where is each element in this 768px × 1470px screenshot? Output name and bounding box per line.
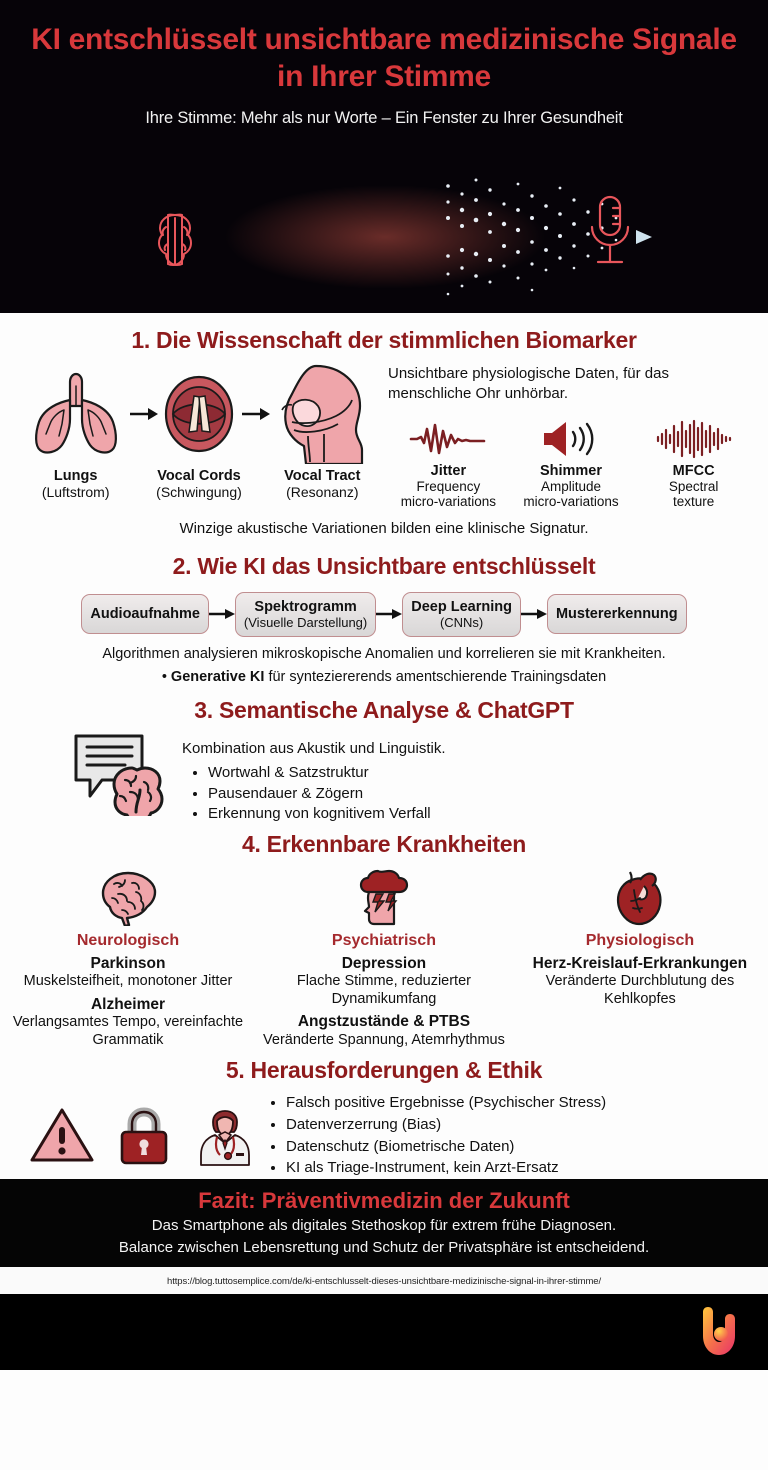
flow-step-title: Deep Learning	[411, 598, 512, 615]
feature-mfcc	[633, 417, 754, 510]
section1-footnote: Winzige akustische Variationen bilden eine klinische Signatur.	[179, 519, 589, 537]
acoustic-features-panel	[384, 364, 754, 510]
feature-jitter	[388, 417, 509, 510]
conclusion-heading: Fazit: Präventivmedizin der Zukunft	[198, 1188, 570, 1214]
conclusion-line2: Balance zwischen Lebensrettung und Schutz der Privatsphäre ist entscheidend.	[118, 1238, 650, 1256]
organ-name: Vocal Tract	[284, 468, 361, 484]
organ-name: Vocal Cords	[157, 468, 241, 484]
feature-name: Jitter	[430, 462, 467, 479]
disease-column-physiologisch	[512, 864, 768, 1049]
section-challenges-ethics	[0, 1049, 768, 1179]
flow-step-title: Audioaufnahme	[90, 606, 200, 623]
organ-sub: (Schwingung)	[156, 484, 242, 500]
flow-step-deep-learning[interactable]	[402, 592, 521, 637]
lungs-icon	[26, 366, 126, 462]
section1-intro: Unsichtbare physiologische Daten, für das menschliche Ohr unhörbar.	[388, 365, 669, 403]
arrow-head-icon	[636, 230, 652, 244]
anatomical-heart-icon	[614, 868, 666, 926]
disease-category: Neurologisch	[76, 931, 180, 949]
arrow-right-icon	[128, 401, 158, 427]
speaker-volume-icon	[540, 419, 602, 459]
disease-desc: Flache Stimme, reduzierter Dynamikumfang	[296, 973, 471, 1007]
feature-line1: Spectral	[668, 478, 719, 494]
section4-heading: 4. Erkennbare Krankheiten	[242, 830, 526, 857]
flow-arrow-1	[209, 606, 235, 622]
section3-icon-wrap	[70, 730, 182, 825]
brain-side-icon	[98, 870, 158, 926]
list-item: • Pausendauer & Zögern	[208, 784, 446, 805]
disease-name: Parkinson	[90, 954, 166, 972]
organ-label-vocal-tract	[261, 468, 383, 502]
section-detectable-diseases	[0, 825, 768, 1049]
u-shape-gradient-logo	[694, 1306, 740, 1358]
section-how-ai-works	[0, 541, 768, 687]
flow-step-title: Mustererkennung	[555, 606, 678, 623]
feature-line2: micro-variations	[523, 494, 619, 510]
feature-shimmer	[511, 417, 632, 510]
vocal-tract-head-icon	[272, 364, 372, 464]
feature-line1: Amplitude	[540, 478, 602, 494]
flow-step-title: Spektrogramm	[254, 598, 357, 615]
pipeline-flow	[0, 592, 768, 637]
source-url[interactable]: https://blog.tuttosemplice.com/de/ki-entschlusselt-dieses-unsichtbare-medizinische-signal-in-ihrer-stimme/	[167, 1276, 601, 1288]
flow-step-spektrogramm[interactable]	[235, 592, 376, 637]
list-item: • Falsch positive Ergebnisse (Psychischer Stress)	[286, 1092, 606, 1114]
page-title: KI entschlüsselt unsichtbare medizinische Signale in Ihrer Stimme	[31, 23, 737, 93]
disease-desc: Verlangsamtes Tempo, vereinfachte Grammatik	[12, 1014, 244, 1048]
speech-bubble-brain-icon	[70, 730, 182, 816]
spectral-waveform-icon	[654, 419, 734, 459]
flow-arrow-2	[376, 606, 402, 622]
organ-chain	[14, 364, 384, 510]
head-storm-cloud-icon	[356, 868, 412, 926]
section5-bullets	[268, 1092, 606, 1179]
disease-name: Angstzustände & PTBS	[297, 1013, 471, 1031]
disease-name: Herz-Kreislauf-Erkrankungen	[532, 954, 748, 972]
feature-name: MFCC	[672, 462, 715, 479]
disease-desc: Veränderte Spannung, Atemrhythmus	[263, 1031, 505, 1048]
section5-heading: 5. Herausforderungen & Ethik	[225, 1057, 543, 1084]
brain-outline-icon	[159, 215, 191, 265]
bullet-strong: Generative KI	[170, 668, 265, 685]
organ-sub: (Luftstrom)	[41, 484, 110, 500]
disease-name: Alzheimer	[90, 995, 166, 1013]
section3-bullet-list	[208, 763, 446, 825]
flow-arrow-3	[521, 606, 547, 622]
section5-icons	[18, 1105, 268, 1167]
feature-line2: micro-variations	[400, 494, 497, 510]
conclusion-banner	[0, 1179, 768, 1267]
waveform-illustration	[0, 170, 768, 305]
doctor-icon	[193, 1105, 257, 1167]
flow-step-mustererkennung[interactable]	[547, 594, 687, 634]
section-voice-biomarkers	[0, 313, 768, 541]
hero-artwork	[0, 170, 768, 305]
organ-label-vocal-cords	[138, 468, 260, 502]
disease-category: Psychiatrisch	[331, 931, 436, 949]
disease-column-neurologisch	[0, 864, 256, 1049]
disease-desc: Muskelsteifheit, monotoner Jitter	[23, 973, 233, 990]
organ-sub: (Resonanz)	[286, 484, 359, 500]
disease-name: Depression	[341, 954, 427, 972]
section3-heading: 3. Semantische Analyse & ChatGPT	[194, 696, 574, 723]
section2-bullet	[0, 669, 768, 685]
page-subtitle: Ihre Stimme: Mehr als nur Worte – Ein Fenster zu Ihrer Gesundheit	[145, 109, 623, 128]
organ-name: Lungs	[53, 468, 98, 484]
list-item: • Datenverzerrung (Bias)	[286, 1114, 606, 1136]
hero-banner	[0, 0, 768, 313]
bullet-dot: •	[161, 668, 171, 685]
feature-line2: texture	[672, 494, 715, 510]
waveform-jitter-icon	[409, 419, 487, 459]
microphone-outline-icon	[592, 197, 628, 262]
list-item: • Datenschutz (Biometrische Daten)	[286, 1136, 606, 1158]
section-semantic-analysis	[0, 687, 768, 825]
flow-step-sub: (CNNs)	[439, 614, 484, 630]
brand-logo-wrap	[694, 1306, 740, 1363]
list-item: • Wortwahl & Satzstruktur	[208, 763, 446, 784]
section2-note: Algorithmen analysieren mikroskopische Anomalien und korrelieren sie mit Krankheiten.	[102, 645, 666, 662]
warning-triangle-icon	[29, 1106, 95, 1166]
organ-labels	[14, 468, 384, 502]
footer-logo-bar	[0, 1294, 768, 1370]
arrow-right-icon-2	[240, 401, 270, 427]
conclusion-line1: Das Smartphone als digitales Stethoskop für extrem frühe Diagnosen.	[151, 1217, 617, 1235]
feature-name: Shimmer	[539, 462, 603, 479]
section2-heading: 2. Wie KI das Unsichtbare entschlüsselt	[172, 552, 596, 579]
bullet-rest: für synteziererends amentschierende Trainingsdaten	[264, 668, 607, 685]
list-item: • KI als Triage-Instrument, kein Arzt-Ersatz	[286, 1157, 606, 1179]
flow-step-sub: (Visuelle Darstellung)	[243, 614, 368, 630]
padlock-icon	[116, 1105, 172, 1167]
disease-category: Physiologisch	[585, 931, 695, 949]
organ-label-lungs	[15, 468, 137, 502]
section3-text	[182, 730, 446, 825]
vocal-cords-icon	[160, 372, 238, 456]
source-url-bar[interactable]	[0, 1267, 768, 1294]
disease-desc: Veränderte Durchblutung des Kehlkopfes	[545, 973, 735, 1007]
section3-lead: Kombination aus Akustik und Linguistik.	[182, 739, 446, 757]
feature-line1: Frequency	[416, 478, 481, 494]
disease-column-psychiatrisch	[256, 864, 512, 1049]
flow-step-audioaufnahme[interactable]	[81, 594, 209, 634]
section1-heading: 1. Die Wissenschaft der stimmlichen Biomarker	[131, 327, 637, 353]
list-item: • Erkennung von kognitivem Verfall	[208, 804, 446, 825]
